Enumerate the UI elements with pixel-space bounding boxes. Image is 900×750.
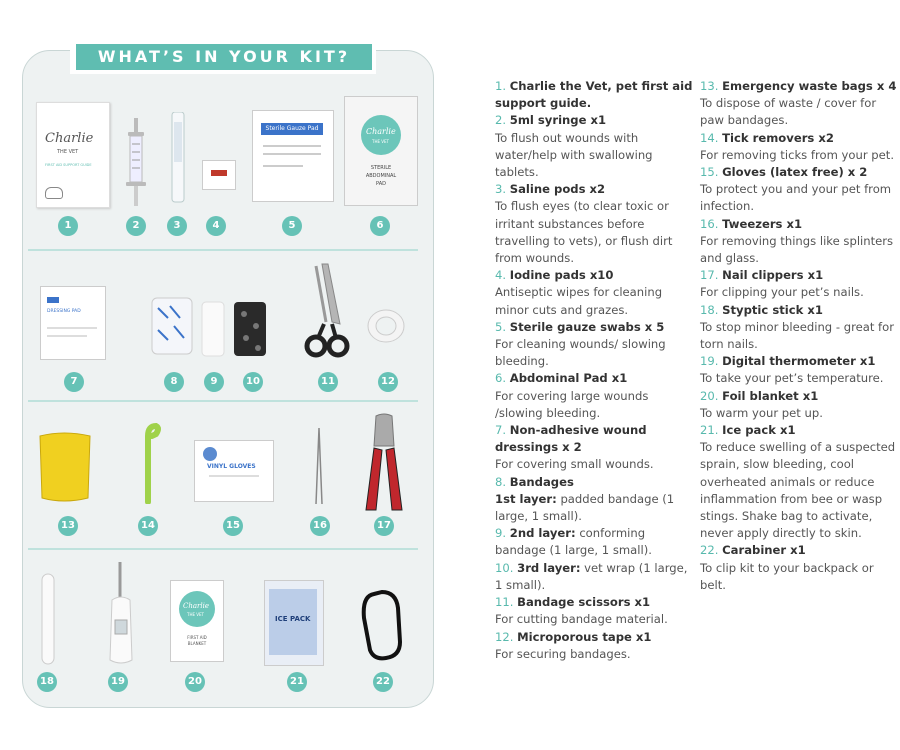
item-number-badge: 19 (108, 672, 128, 692)
gauze-label: Sterile Gauze Pad (261, 123, 323, 135)
row-divider (28, 400, 418, 402)
item-number-badge: 18 (37, 672, 57, 692)
item-entry-title: Charlie the Vet, pet first aid support guide. (495, 79, 693, 111)
item-entry-number: 15. (700, 165, 719, 180)
item-entry-title: Microporous tape x1 (517, 629, 652, 644)
item-number-badge: 12 (378, 372, 398, 392)
item-number-badge: 20 (185, 672, 205, 692)
item-number-badge: 11 (318, 372, 338, 392)
item-number-badge: 13 (58, 516, 78, 536)
carabiner-item (360, 588, 406, 662)
item-entry-title: Iodine pads x10 (509, 268, 614, 283)
conforming-bandage-item (200, 300, 228, 358)
dog-illustration-icon (45, 187, 63, 199)
item-entry-number: 11. (495, 595, 514, 610)
item-entry (495, 629, 695, 663)
item-entry-title: Saline pods x2 (509, 182, 606, 197)
abdominal-label-1: STERILE (370, 165, 392, 171)
item-entry-title: Digital thermometer x1 (722, 354, 876, 369)
gloves-label: VINYL GLOVES (207, 463, 256, 470)
item-entry-description: For clipping your pet’s nails. (700, 285, 864, 300)
item-entry-number: 20. (700, 388, 719, 403)
item-entry-description: For removing ticks from your pet. (700, 147, 895, 162)
item-entry (495, 594, 695, 628)
item-entry-description: To protect you and your pet from infection. (700, 182, 892, 214)
item-entry-description: For covering large wounds /slowing bleeding. (495, 388, 649, 420)
item-entry-number: 12. (495, 629, 514, 644)
item-number-badge: 6 (370, 216, 390, 236)
item-entry-number: 4. (495, 268, 507, 283)
item-number-badge: 1 (58, 216, 78, 236)
guide-brand: Charlie (45, 131, 94, 146)
thermometer-item (106, 560, 136, 666)
blanket-label-1: FIRST AID (187, 635, 207, 640)
item-entry-number: 3. (495, 182, 507, 197)
item-entry-title: Non-adhesive wound dressings x 2 (495, 423, 647, 455)
item-entry (495, 474, 695, 491)
item-entry (495, 525, 695, 559)
item-entry-title: Nail clippers x1 (722, 268, 824, 283)
padded-bandage-item (150, 296, 196, 358)
item-entry-number: 13. (700, 79, 719, 93)
item-number-badge: 9 (204, 372, 224, 392)
item-entry (495, 422, 695, 474)
ice-pack-item (264, 580, 324, 666)
item-entry (495, 267, 695, 319)
kit-title: WHAT’S IN YOUR KIT? (76, 44, 372, 70)
item-entry (700, 267, 900, 301)
item-entry-description: To flush out wounds with water/help with swallowing tablets. (495, 130, 653, 180)
item-entry-description: conforming bandage (1 large, 1 small). (495, 526, 652, 558)
waste-bags-item (36, 430, 94, 504)
item-entry (495, 181, 695, 267)
saline-pod-item (168, 112, 188, 204)
item-number-badge: 3 (167, 216, 187, 236)
item-entry-title: Sterile gauze swabs x 5 (509, 319, 665, 334)
item-entry-number: 6. (495, 371, 507, 386)
item-entry-number: 17. (700, 268, 719, 283)
item-entry (495, 112, 695, 181)
item-entry (495, 560, 695, 594)
item-entry-description: For removing things like splinters and glass. (700, 233, 894, 266)
item-entry-number: 14. (700, 130, 719, 145)
item-entry (700, 422, 900, 542)
item-entry-description: To clip kit to your backpack or belt. (700, 560, 874, 592)
item-entry-description: To flush eyes (to clear toxic or irritant substances before travelling to vets), or flush dirt from wounds. (495, 199, 673, 266)
item-entry-number: 8. (495, 474, 507, 489)
guide-booklet (36, 102, 110, 208)
blanket-brand: Charlie (183, 602, 210, 610)
item-entry-number: 7. (495, 423, 507, 438)
row-divider (28, 548, 418, 550)
item-entry-description: To stop minor bleeding - great for torn nails. (700, 319, 894, 352)
item-entry-title: 5ml syringe x1 (509, 113, 607, 128)
item-entry-title: Bandages (509, 474, 574, 489)
item-entry-description: For covering small wounds. (495, 457, 654, 472)
item-number-badge: 10 (243, 372, 263, 392)
item-entry-title: Abdominal Pad x1 (509, 371, 628, 386)
item-entry-description: To dispose of waste / cover for paw bandages. (700, 96, 877, 128)
item-entry-title: 1st layer: (495, 491, 557, 506)
item-entry (700, 78, 900, 130)
item-entry-description: For cleaning wounds/ slowing bleeding. (495, 337, 666, 369)
abdominal-label-3: PAD (376, 181, 386, 187)
blanket-label-2: BLANKET (187, 641, 207, 646)
iodine-pad-item (202, 160, 236, 190)
item-entry (700, 302, 900, 354)
guide-brand-sub: THE VET (57, 149, 79, 155)
item-entry-title: Ice pack x1 (722, 423, 796, 438)
guide-subtitle: FIRST AID SUPPORT GUIDE (45, 163, 92, 167)
item-entry-description: vet wrap (1 large, 1 small). (495, 560, 688, 592)
styptic-stick-item (38, 572, 58, 666)
item-entry-number: 19. (700, 354, 719, 369)
abdominal-label-2: ABDOMINAL (365, 173, 397, 179)
item-entry-title: Bandage scissors x1 (517, 595, 651, 610)
item-entry-number: 10. (495, 560, 514, 575)
syringe-item (124, 118, 148, 208)
item-entry-number: 22. (700, 543, 719, 558)
item-entry (495, 319, 695, 371)
item-entry-number: 21. (700, 423, 719, 438)
item-number-badge: 7 (64, 372, 84, 392)
item-number-badge: 21 (287, 672, 307, 692)
item-entry (495, 370, 695, 422)
item-entry-title: Styptic stick x1 (722, 302, 823, 317)
item-entry-description: To take your pet’s temperature. (700, 371, 884, 386)
abdominal-pad-item (344, 96, 418, 206)
item-entry (700, 216, 900, 268)
item-entry-description: padded bandage (1 large, 1 small). (495, 491, 675, 524)
item-entry-title: 2nd layer: (509, 526, 576, 541)
bandage-scissors-item (302, 262, 352, 366)
tick-remover-item (138, 422, 162, 504)
item-entry-number: 1. (495, 79, 507, 93)
item-number-badge: 4 (206, 216, 226, 236)
item-entry-description: For cutting bandage material. (495, 612, 668, 627)
item-entry (495, 78, 695, 112)
item-entry-title: 3rd layer: (517, 560, 581, 575)
item-entry-number: 9. (495, 526, 507, 541)
item-entry-description: Antiseptic wipes for cleaning minor cuts and grazes. (495, 285, 663, 317)
vinyl-gloves-item (194, 440, 274, 502)
item-list-left (495, 78, 695, 663)
item-entry (495, 491, 695, 525)
item-entry-title: Gloves (latex free) x 2 (722, 165, 868, 180)
item-number-badge: 16 (310, 516, 330, 536)
item-entry-number: 18. (700, 302, 719, 317)
item-entry (700, 388, 900, 422)
item-number-badge: 22 (373, 672, 393, 692)
item-number-badge: 14 (138, 516, 158, 536)
item-number-badge: 15 (223, 516, 243, 536)
item-number-badge: 17 (374, 516, 394, 536)
foil-blanket-item (170, 580, 224, 662)
row-divider (28, 249, 418, 251)
blanket-brand-sub: THE VET (187, 612, 204, 617)
abdominal-brand: Charlie (366, 127, 396, 136)
dressing-label: DRESSING PAD (47, 309, 81, 314)
item-entry-title: Tweezers x1 (722, 216, 803, 231)
gauze-swab-item (252, 110, 334, 202)
item-entry-number: 5. (495, 319, 507, 334)
vet-wrap-item (232, 300, 268, 358)
dressing-pad-item (40, 286, 106, 360)
abdominal-brand-sub: THE VET (372, 139, 389, 144)
micropore-tape-item (366, 306, 406, 346)
item-entry-description: For securing bandages. (495, 646, 631, 661)
item-entry-title: Emergency waste bags x 4 (722, 79, 897, 93)
item-entry-description: To reduce swelling of a suspected sprain, slow bleeding, cool overheated animals or reduce inflammation from bee or wasp stings. Shake bag to activate, never apply directly to skin. (700, 440, 896, 541)
item-list-right (700, 78, 900, 594)
item-entry (700, 164, 900, 216)
item-entry-title: Tick removers x2 (722, 130, 834, 145)
item-number-badge: 8 (164, 372, 184, 392)
item-entry-title: Foil blanket x1 (722, 388, 819, 403)
item-entry-title: Carabiner x1 (722, 543, 806, 558)
item-entry-description: To warm your pet up. (700, 405, 823, 420)
tweezers-item (312, 426, 326, 506)
item-entry (700, 130, 900, 164)
item-number-badge: 2 (126, 216, 146, 236)
item-number-badge: 5 (282, 216, 302, 236)
ice-pack-label: ICE PACK (275, 615, 311, 623)
item-entry-number: 16. (700, 216, 719, 231)
item-entry (700, 353, 900, 387)
nail-clippers-item (362, 412, 406, 514)
item-entry-number: 2. (495, 113, 507, 128)
item-entry (700, 542, 900, 594)
